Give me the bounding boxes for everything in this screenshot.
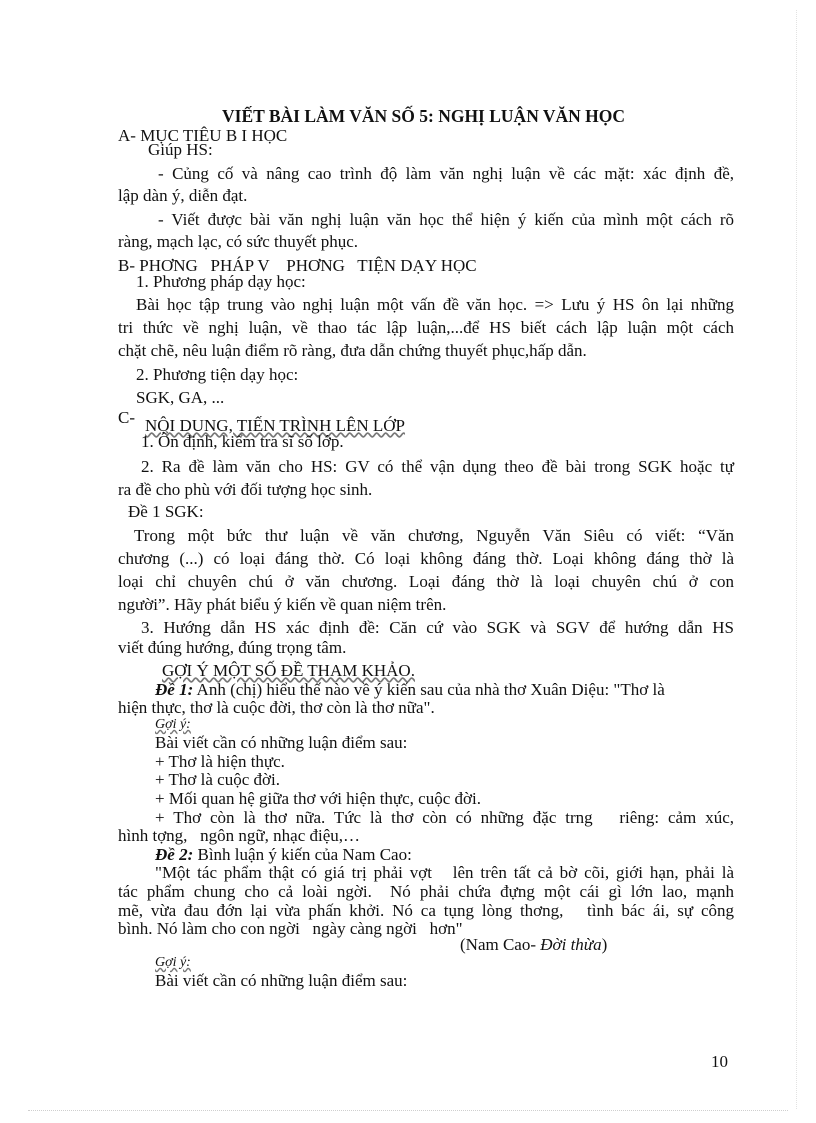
de2-quote-line4: bình. Nó làm cho con ngời ngày càng ngời hơn" (118, 919, 463, 938)
de1-intro: Bài viết cần có những luận điểm sau: (155, 733, 408, 752)
de-sgk-line3: loại chỉ chuyên chú ở văn chương. Loại đáng thờ là loại chuyên chú ở con (118, 572, 734, 591)
de-sgk-line2: chương (...) có loại đáng thờ. Có loại không đáng thờ. Loại không đáng thờ là (118, 549, 734, 568)
section-c-step1: 1. Ổn định, kiểm tra sĩ số lớp. (141, 432, 344, 451)
de-sgk-line4: người”. Hãy phát biểu ý kiến về quan niệm trên. (118, 595, 447, 614)
section-b-item2-label: 2. Phương tiện dạy học: (136, 365, 299, 384)
de2-label: Đề 2: (155, 845, 194, 864)
section-a-heading: A- MỤC TIÊU B I HỌC (118, 126, 288, 145)
page-title: VIẾT BÀI LÀM VĂN SỐ 5: NGHỊ LUẬN VĂN HỌC (222, 106, 626, 126)
reference-heading: GỢI Ý MỘT SỐ ĐỀ THAM KHẢO. (162, 661, 415, 680)
goi-y-label-1: Gợi ý: (155, 717, 191, 732)
de2-quote-line2: tác phẩm chung cho cả loài ngời. Nó phải chứa đựng một cái gì lớn lao, mạnh (118, 882, 734, 901)
de1-label: Đề 1: (155, 680, 194, 699)
section-a-intro: Giúp HS: (148, 140, 213, 159)
section-a-para1-line1: - Củng cố và nâng cao trình độ làm văn nghị luận về các mặt: xác định đề, (158, 164, 734, 183)
page-right-divider (796, 10, 797, 1109)
de1-line1-text: Anh (chị) hiểu thế nào về ý kiến sau của nhà thơ Xuân Diệu: "Thơ là (193, 680, 665, 699)
page-number: 10 (711, 1052, 728, 1071)
de1-point-1: + Thơ là hiện thực. (155, 752, 285, 771)
section-a-para2-line1: - Viết được bài văn nghị luận văn học thể hiện ý kiến của mình một cách rõ (158, 210, 734, 229)
de-sgk-line1: Trong một bức thư luận về văn chương, Nguyễn Văn Siêu có viết: “Văn (134, 526, 734, 545)
de1-point-4-line2: hình tợng, ngôn ngữ, nhạc điệu,… (118, 826, 361, 845)
de2-quote-line1: "Một tác phẩm thật có giá trị phải vợt lên trên tất cả bờ cõi, giới hạn, phải là (155, 863, 734, 882)
de1-point-3: + Mối quan hệ giữa thơ với hiện thực, cuộc đời. (155, 789, 481, 808)
citation-suffix: ) (601, 935, 608, 954)
citation-prefix: (Nam Cao- (460, 935, 541, 954)
de2-intro-text: Bình luận ý kiến của Nam Cao: (193, 845, 412, 864)
section-b-item2-value: SGK, GA, ... (136, 388, 225, 407)
section-c-step3-line1: 3. Hướng dẫn HS xác định đề: Căn cứ vào SGK và SGV để hướng dẫn HS (141, 618, 734, 637)
section-b-heading: B- PHƠNG PHÁP V PHƠNG TIỆN DẠY HỌC (118, 256, 477, 275)
section-b-item1-line3: chặt chẽ, nêu luận điểm rõ ràng, đưa dẫn chứng thuyết phục,hấp dẫn. (118, 341, 587, 360)
de2-intro: Bài viết cần có những luận điểm sau: (155, 971, 408, 990)
de2-line0 (155, 845, 412, 865)
de1-point-4-line1: + Thơ còn là thơ nữa. Tức là thơ còn có những đặc trng riêng: cảm xúc, (155, 808, 734, 827)
section-c-prefix: C- (118, 408, 135, 427)
section-c-heading: NỘI DUNG, TIẾN TRÌNH LÊN LỚP (145, 416, 406, 435)
section-c-step2-line2: ra đề cho phù với đối tượng học sinh. (118, 480, 373, 499)
section-a-para2-line2: ràng, mạch lạc, có sức thuyết phục. (118, 232, 359, 251)
goi-y-label-2: Gợi ý: (155, 955, 191, 970)
section-c-step2-line1: 2. Ra đề làm văn cho HS: GV có thể vận dụng theo đề bài trong SGK hoặc tự (141, 457, 734, 476)
de1-line2: hiện thực, thơ là cuộc đời, thơ còn là thơ nữa". (118, 698, 435, 717)
citation-work: Đời thừa (540, 935, 602, 954)
section-a-para1-line2: lập dàn ý, diễn đạt. (118, 186, 248, 205)
de1-point-2: + Thơ là cuộc đời. (155, 770, 280, 789)
de-sgk-label: Đề 1 SGK: (128, 502, 204, 521)
de1-line1 (155, 680, 665, 700)
section-c-step3-line2: viết đúng hướng, đúng trọng tâm. (118, 638, 347, 657)
section-b-item1-line1: Bài học tập trung vào nghị luận một vấn đề văn học. => Lưu ý HS ôn lại những (136, 295, 734, 314)
section-b-item1-label: 1. Phương pháp dạy học: (136, 272, 306, 291)
citation (460, 935, 607, 955)
de2-quote-line3: mẽ, vừa đau đớn lại vừa phấn khởi. Nó ca tụng lòng thơng, tình bác ái, sự công (118, 901, 734, 920)
page-bottom-divider (28, 1110, 788, 1111)
section-b-item1-line2: tri thức về nghị luận, về thao tác lập luận,...để HS biết cách lập luận một cách (118, 318, 734, 337)
